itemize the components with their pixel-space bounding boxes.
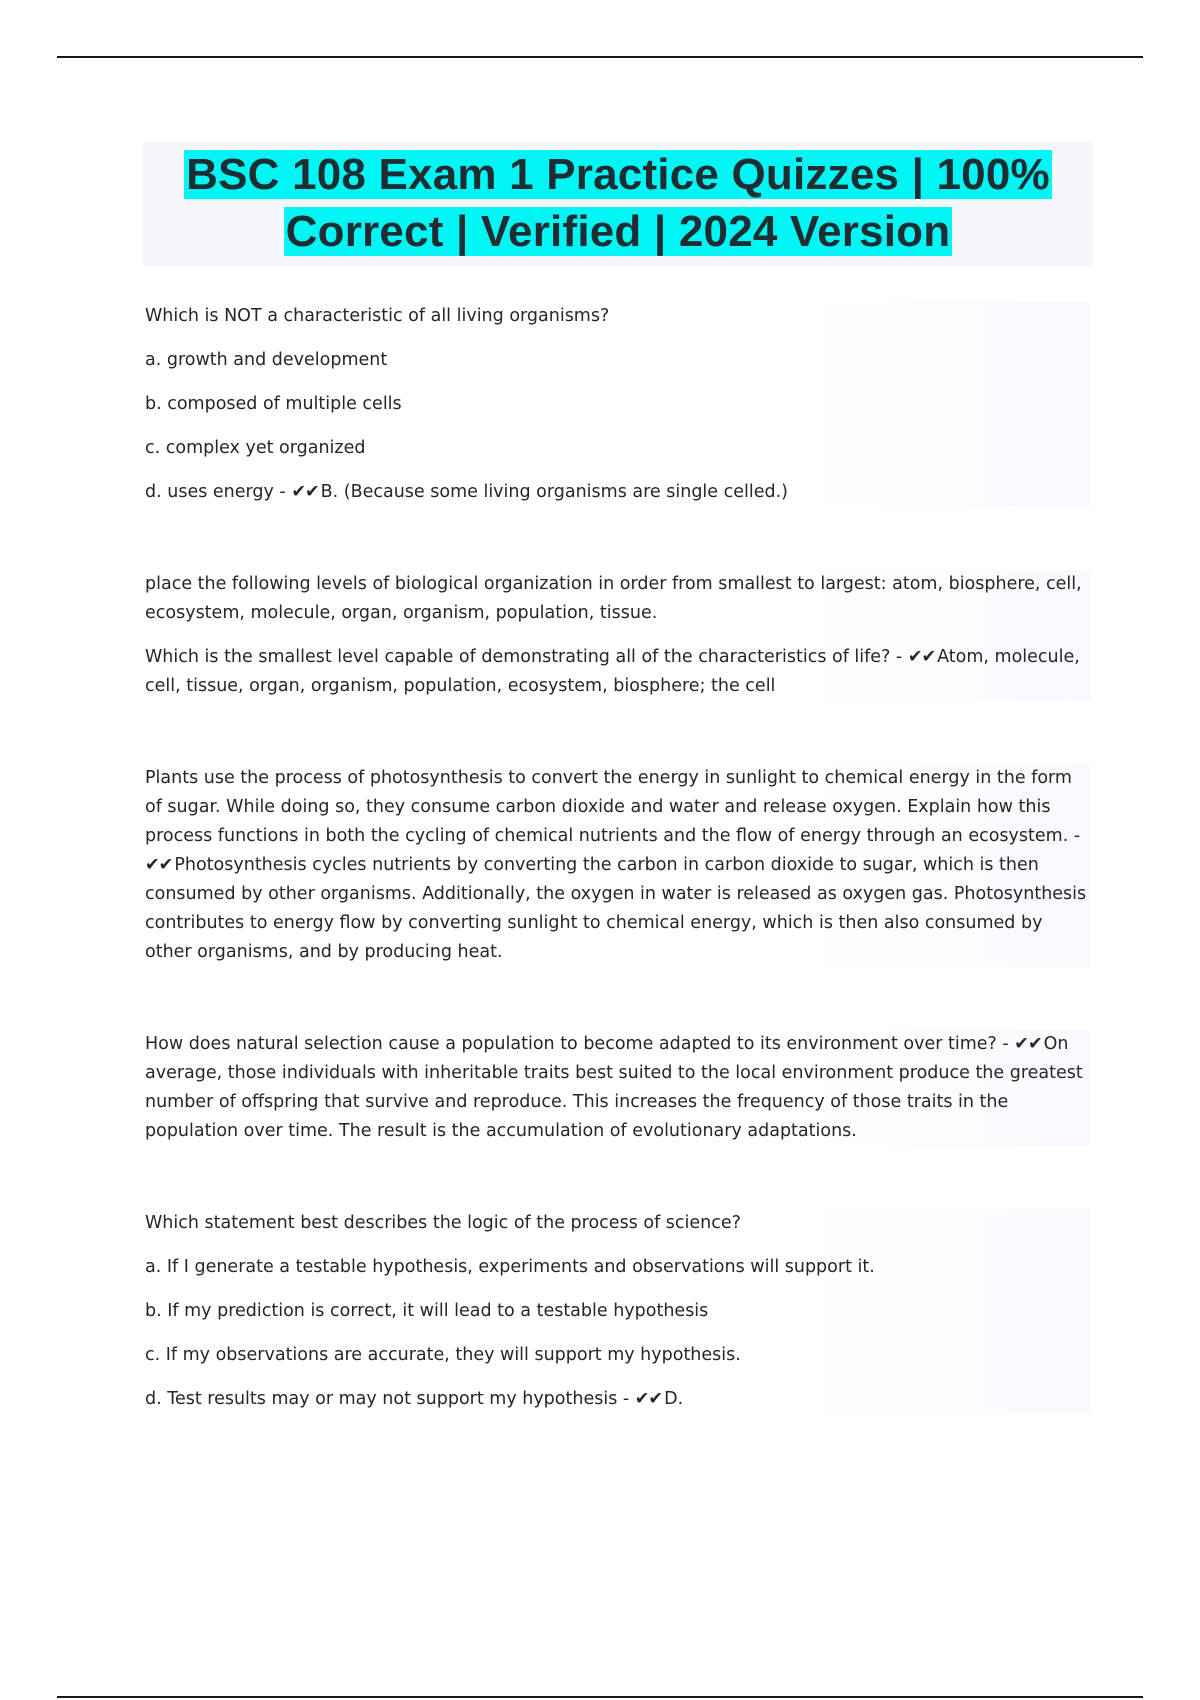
question-spacer — [145, 716, 1090, 764]
question-text — [145, 570, 1090, 628]
question-text — [145, 302, 1090, 331]
line-text: a. growth and development — [145, 350, 388, 370]
line-text: b. If my prediction is correct, it will lead to a testable hypothesis — [145, 1301, 709, 1321]
answer-option — [145, 390, 1090, 419]
answer-text: Atom, molecule, cell, tissue, organ, organism, population, ecosystem, biosphere; the cell — [145, 647, 1080, 696]
line-text: Which statement best describes the logic of the process of science? — [145, 1213, 741, 1233]
line-text: c. complex yet organized — [145, 438, 366, 458]
question-answer-line — [145, 764, 1090, 967]
top-rule — [57, 56, 1143, 58]
double-check-icon: ✔✔ — [145, 855, 173, 875]
title-highlight: BSC 108 Exam 1 Practice Quizzes | 100% Correct | Verified | 2024 Version — [186, 150, 1050, 256]
line-text: c. If my observations are accurate, they will support my hypothesis. — [145, 1345, 741, 1365]
question-text — [145, 1209, 1090, 1238]
question-answer-line — [145, 478, 1090, 507]
line-text: b. composed of multiple cells — [145, 394, 402, 414]
question-spacer — [145, 1161, 1090, 1209]
question-answer-line — [145, 1385, 1090, 1414]
question-block — [145, 1030, 1090, 1146]
double-check-icon: ✔✔ — [1014, 1034, 1042, 1054]
double-check-icon: ✔✔ — [634, 1389, 663, 1409]
line-text: d. uses energy - — [145, 482, 292, 502]
answer-option — [145, 1253, 1090, 1282]
question-answer-line — [145, 1030, 1090, 1146]
line-text: d. Test results may or may not support my hypothesis - — [145, 1389, 635, 1409]
answer-text: Photosynthesis cycles nutrients by converting the carbon in carbon dioxide to sugar, which is then consumed by other organisms. Additionally, the oxygen in water is released as oxygen gas. Photosynthesis contributes to energy flow by converting sunlight to chemical energy, which is then also consumed by other organisms, and by producing heat. — [145, 855, 1087, 962]
question-block — [145, 302, 1090, 507]
bottom-rule — [57, 1696, 1143, 1698]
question-answer-line — [145, 643, 1090, 701]
line-text: a. If I generate a testable hypothesis, experiments and observations will support it. — [145, 1257, 875, 1277]
answer-text: D. — [664, 1389, 684, 1409]
double-check-icon: ✔✔ — [291, 482, 319, 502]
answer-option — [145, 1297, 1090, 1326]
answer-text: On average, those individuals with inheritable traits best suited to the local environment produce the greatest number of offspring that survive and reproduce. This increases the frequency of those traits in the population over time. The result is the accumulation of evolutionary adaptations. — [145, 1034, 1083, 1141]
question-block — [145, 570, 1090, 701]
line-text: How does natural selection cause a population to become adapted to its environment over time? - — [145, 1034, 1015, 1054]
title-block — [143, 142, 1093, 266]
answer-option — [145, 346, 1090, 375]
double-check-icon: ✔✔ — [907, 647, 936, 667]
answer-text: B. (Because some living organisms are single celled.) — [320, 482, 788, 502]
document-title — [143, 146, 1093, 260]
question-block — [145, 764, 1090, 967]
question-spacer — [145, 522, 1090, 570]
answer-option — [145, 1341, 1090, 1370]
question-block — [145, 1209, 1090, 1414]
answer-option — [145, 434, 1090, 463]
line-text: Plants use the process of photosynthesis to convert the energy in sunlight to chemical energy in the form of sugar. While doing so, they consume carbon dioxide and water and release oxygen. Explain how this process functions in both the cycling of chemical nutrients and the flow of energy through an ecosystem. - — [145, 768, 1081, 846]
line-text: place the following levels of biological organization in order from smallest to largest: atom, biosphere, cell, ecosystem, molecule, organ, organism, population, tissue. — [145, 574, 1082, 623]
question-list — [145, 302, 1090, 1429]
line-text: Which is NOT a characteristic of all living organisms? — [145, 306, 610, 326]
question-spacer — [145, 982, 1090, 1030]
line-text: Which is the smallest level capable of demonstrating all of the characteristics of life? - — [145, 647, 908, 667]
